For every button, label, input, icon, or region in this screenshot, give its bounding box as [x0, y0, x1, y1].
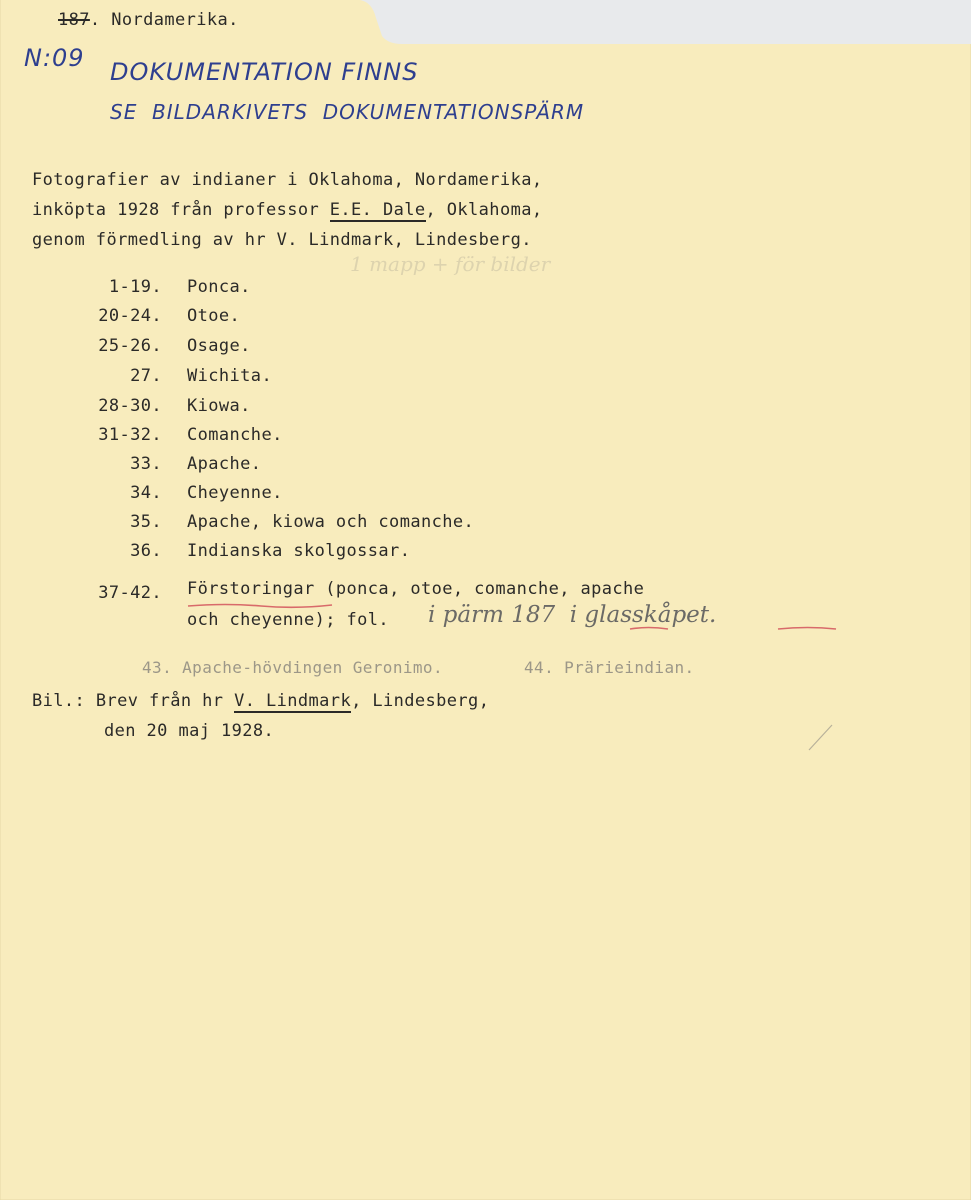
- catalog-code: N:09: [24, 44, 85, 72]
- attachment-line-2: den 20 maj 1928.: [104, 721, 275, 741]
- handwritten-line-2: SE BILDARKIVETS DOKUMENTATIONSPÄRM: [110, 100, 585, 124]
- handwritten-line-1: DOKUMENTATION FINNS: [110, 58, 419, 86]
- item-text: Indianska skolgossar.: [187, 541, 411, 561]
- item-44: 44. Prärieindian.: [524, 658, 695, 677]
- enlargements-line-2: och cheyenne); fol.: [187, 610, 390, 630]
- item-text: Ponca.: [187, 277, 251, 297]
- item-text: Wichita.: [187, 366, 273, 386]
- item-number: 27.: [130, 366, 162, 386]
- item-number: 28-30.: [98, 396, 162, 416]
- header-number: 187: [58, 10, 90, 30]
- item-number: 35.: [130, 512, 162, 532]
- item-text: Cheyenne.: [187, 483, 283, 503]
- header: 187. Nordamerika.: [58, 10, 239, 30]
- item-number: 20-24.: [98, 306, 162, 326]
- header-title: Nordamerika.: [111, 10, 239, 30]
- enlargements-number: 37-42.: [98, 583, 162, 603]
- item-text: Kiowa.: [187, 396, 251, 416]
- item-number: 34.: [130, 483, 162, 503]
- item-text: Apache.: [187, 454, 262, 474]
- item-number: 31-32.: [98, 425, 162, 445]
- item-number: 33.: [130, 454, 162, 474]
- attachment-label: Bil.:: [32, 691, 86, 711]
- attachment-line-1: Bil.: Brev från hr V. Lindmark, Lindesberg,: [32, 691, 490, 711]
- attachment-name: V. Lindmark: [234, 691, 352, 711]
- enlargements-line-1: Förstoringar (ponca, otoe, comanche, apache: [187, 579, 645, 599]
- ghost-writing: 1 mapp + för bilder: [350, 252, 551, 276]
- item-number: 1-19.: [108, 277, 162, 297]
- item-43: 43. Apache-hövdingen Geronimo.: [142, 658, 443, 677]
- item-number: 25-26.: [98, 336, 162, 356]
- item-text: Osage.: [187, 336, 251, 356]
- item-text: Otoe.: [187, 306, 241, 326]
- enlargements-word: Förstoringar: [187, 579, 315, 599]
- intro-line-3: genom förmedling av hr V. Lindmark, Lindesberg.: [32, 230, 532, 250]
- item-number: 36.: [130, 541, 162, 561]
- item-text: Comanche.: [187, 425, 283, 445]
- pencil-note: i pärm 187 i glasskåpet.: [428, 602, 717, 628]
- intro-line-2: inköpta 1928 från professor E.E. Dale, Oklahoma,: [32, 200, 543, 220]
- red-underline-note: [628, 624, 848, 634]
- item-text: Apache, kiowa och comanche.: [187, 512, 475, 532]
- pencil-mark: [806, 722, 836, 754]
- professor-name: E.E. Dale: [329, 200, 426, 220]
- red-underline: [186, 600, 336, 610]
- intro-line-1: Fotografier av indianer i Oklahoma, Nordamerika,: [32, 170, 543, 190]
